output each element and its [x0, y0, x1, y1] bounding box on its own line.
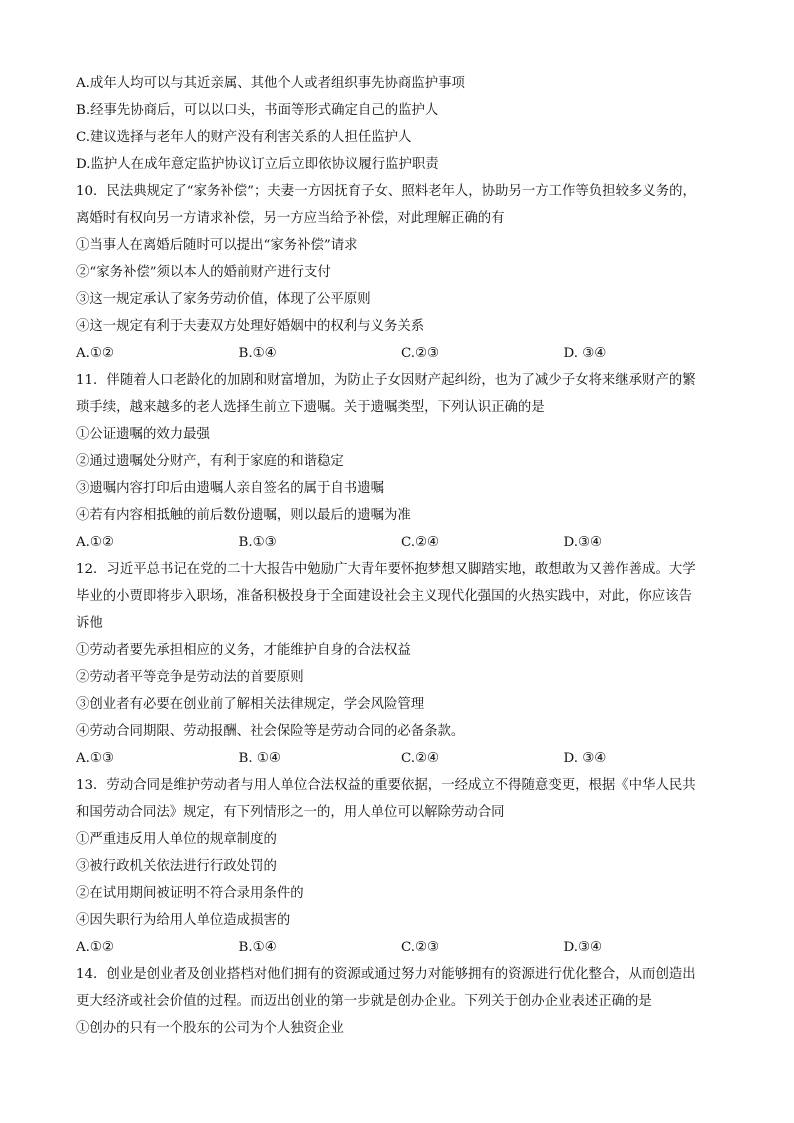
question-stem: 和国劳动合同法》规定，有下列情形之一的，用人单位可以解除劳动合同 — [76, 805, 505, 820]
question-12 — [76, 556, 726, 772]
statement-item: ②通过遗嘱处分财产，有利于家庭的和谐稳定 — [76, 454, 344, 469]
choice-c: C.②④ — [401, 751, 440, 766]
choice-c: C.②④ — [401, 535, 440, 550]
statement-item: ①劳动者要先承担相应的义务，才能维护自身的合法权益 — [76, 643, 411, 658]
question-10 — [76, 178, 726, 367]
question-13 — [76, 772, 726, 961]
choice-c: C.②③ — [401, 940, 440, 955]
question-11 — [76, 367, 726, 556]
question-stem: 琐手续，越来越多的老人选择生前立下遗嘱。关于遗嘱类型，下列认识正确的是 — [76, 400, 545, 415]
statement-item: ③创业者有必要在创业前了解相关法律规定，学会风险管理 — [76, 697, 425, 712]
choice-d: D. ③④ — [563, 346, 607, 361]
choice-b: B.①④ — [238, 940, 277, 955]
option-a: A.成年人均可以与其近亲属、其他个人或者组织事先协商监护事项 — [76, 76, 465, 91]
statement-item: ①公证遗嘱的效力最强 — [76, 427, 210, 442]
statement-item: ④这一规定有利于夫妻双方处理好婚姻中的权利与义务关系 — [76, 319, 425, 334]
question-stem: 更大经济或社会价值的过程。而迈出创业的第一步就是创办企业。下列关于创办企业表述正确的是 — [76, 994, 652, 1009]
choice-b: B.①③ — [238, 535, 277, 550]
choice-a: A.①③ — [76, 751, 114, 766]
question-stem: 10．民法典规定了“家务补偿”；夫妻一方因抚育子女、照料老年人，协助另一方工作等负担较多义务的， — [76, 184, 696, 199]
question-stem: 12．习近平总书记在党的二十大报告中勉励广大青年要怀抱梦想又脚踏实地，敢想敢为又善作善成。大学 — [76, 562, 696, 577]
question-stem: 13．劳动合同是维护劳动者与用人单位合法权益的重要依据，一经成立不得随意变更，根据《中华人民共 — [76, 778, 696, 793]
answer-choices — [76, 745, 726, 772]
option-c: C.建议选择与老年人的财产没有利害关系的人担任监护人 — [76, 130, 412, 145]
question-stem: 14．创业是创业者及创业搭档对他们拥有的资源或通过努力对能够拥有的资源进行优化整合，从而创造出 — [76, 967, 696, 982]
statement-item: ④因失职行为给用人单位造成损害的 — [76, 913, 291, 928]
answer-choices — [76, 529, 726, 556]
statement-item: ④若有内容相抵触的前后数份遗嘱，则以最后的遗嘱为准 — [76, 508, 411, 523]
statement-item: ③被行政机关依法进行行政处罚的 — [76, 859, 277, 874]
choice-d: D. ③④ — [563, 751, 607, 766]
statement-item: ②在试用期间被证明不符合录用条件的 — [76, 886, 304, 901]
answer-choices — [76, 934, 726, 961]
choice-a: A.①② — [76, 535, 114, 550]
choice-d: D.③④ — [563, 535, 603, 550]
question-9-options — [76, 70, 726, 178]
option-d: D.监护人在成年意定监护协议订立后立即依协议履行监护职责 — [76, 157, 439, 172]
statement-item: ③遗嘱内容打印后由遗嘱人亲自签名的属于自书遗嘱 — [76, 481, 384, 496]
choice-a: A.①② — [76, 940, 114, 955]
statement-item: ③这一规定承认了家务劳动价值，体现了公平原则 — [76, 292, 371, 307]
statement-item: ②劳动者平等竞争是劳动法的首要原则 — [76, 670, 304, 685]
statement-item: ④劳动合同期限、劳动报酬、社会保险等是劳动合同的必备条款。 — [76, 724, 465, 739]
question-stem: 诉他 — [76, 616, 103, 631]
statement-item: ①创办的只有一个股东的公司为个人独资企业 — [76, 1021, 344, 1036]
option-b: B.经事先协商后，可以以口头，书面等形式确定自己的监护人 — [76, 103, 439, 118]
question-14 — [76, 961, 726, 1042]
choice-c: C.②③ — [401, 346, 440, 361]
statement-item: ①当事人在离婚后随时可以提出“家务补偿”请求 — [76, 238, 358, 253]
question-stem: 毕业的小贾即将步入职场，准备积极投身于全面建设社会主义现代化强国的火热实践中，对此，你应该告 — [76, 589, 692, 604]
question-stem: 11．伴随着人口老龄化的加剧和财富增加，为防止子女因财产起纠纷，也为了减少子女将来继承财产的繁 — [76, 373, 696, 388]
choice-b: B.①④ — [238, 346, 277, 361]
choice-a: A.①② — [76, 346, 114, 361]
statement-item: ②“家务补偿”须以本人的婚前财产进行支付 — [76, 265, 331, 280]
statement-item: ①严重违反用人单位的规章制度的 — [76, 832, 277, 847]
choice-d: D.③④ — [563, 940, 603, 955]
choice-b: B. ①④ — [238, 751, 281, 766]
question-stem: 离婚时有权向另一方请求补偿，另一方应当给予补偿，对此理解正确的有 — [76, 211, 505, 226]
exam-page — [76, 70, 726, 1042]
answer-choices — [76, 340, 726, 367]
